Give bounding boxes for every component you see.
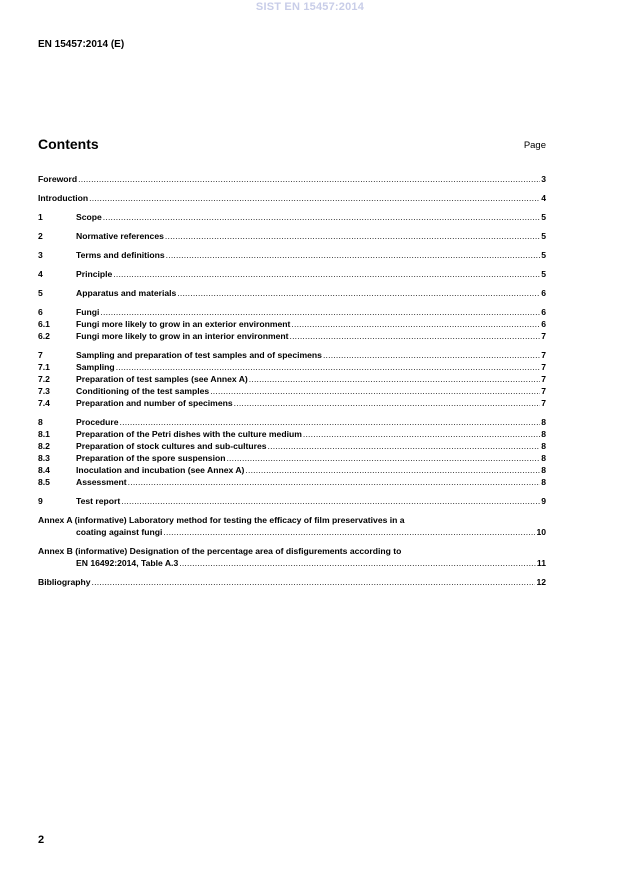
toc-number: 7.1 [38, 362, 50, 372]
toc-title: Preparation of test samples (see Annex A) [76, 374, 248, 384]
toc-page: 11 [536, 558, 546, 568]
toc-number: 6.2 [38, 331, 50, 341]
toc-number: 8.1 [38, 429, 50, 439]
toc-leader [116, 361, 541, 373]
toc-leader [100, 306, 540, 318]
toc-page: 9 [541, 496, 546, 506]
toc-entry-conditioning[interactable] [38, 385, 546, 397]
toc-entry-apparatus-and-materials[interactable] [38, 287, 546, 299]
toc-entry-fungi-exterior[interactable] [38, 318, 546, 330]
toc-leader [323, 349, 540, 361]
table-of-contents [38, 173, 546, 588]
toc-entry-sampling[interactable] [38, 361, 546, 373]
toc-leader [289, 330, 540, 342]
toc-title: Preparation and number of specimens [76, 398, 233, 408]
toc-title: Fungi more likely to grow in an exterior environment [76, 319, 291, 329]
toc-leader [92, 576, 536, 588]
toc-leader [113, 268, 540, 280]
toc-page: 8 [541, 441, 546, 451]
toc-title: Apparatus and materials [76, 288, 177, 298]
toc-title: Annex B (informative) Designation of the percentage area of disfigurements according to [38, 546, 402, 556]
toc-annex-continuation [38, 526, 546, 538]
toc-title: Procedure [76, 417, 119, 427]
toc-page: 7 [541, 331, 546, 341]
toc-leader [103, 211, 540, 223]
toc-leader [226, 452, 540, 464]
toc-page: 5 [541, 269, 546, 279]
toc-number: 7.2 [38, 374, 50, 384]
toc-entry-foreword[interactable] [38, 173, 546, 185]
toc-title: Fungi more likely to grow in an interior environment [76, 331, 289, 341]
toc-page: 7 [541, 350, 546, 360]
toc-entry-annex-a[interactable] [38, 514, 546, 538]
toc-page: 6 [541, 307, 546, 317]
toc-leader [249, 373, 540, 385]
toc-number: 8.2 [38, 441, 50, 451]
toc-title: Preparation of the spore suspension [76, 453, 226, 463]
toc-page: 8 [541, 465, 546, 475]
toc-number: 6 [38, 307, 43, 317]
contents-title: Contents [38, 136, 99, 152]
toc-entry-terms-and-definitions[interactable] [38, 249, 546, 261]
toc-number: 7 [38, 350, 43, 360]
toc-title: EN 16492:2014, Table A.3 [76, 558, 179, 568]
toc-leader [303, 428, 540, 440]
toc-title: Inoculation and incubation (see Annex A) [76, 465, 245, 475]
toc-entry-principle[interactable] [38, 268, 546, 280]
toc-title: coating against fungi [76, 527, 163, 537]
toc-number: 5 [38, 288, 43, 298]
toc-leader [121, 495, 540, 507]
toc-title: Test report [76, 496, 121, 506]
page-number: 2 [38, 834, 45, 846]
toc-leader [291, 318, 540, 330]
toc-page: 8 [541, 453, 546, 463]
toc-page: 7 [541, 374, 546, 384]
toc-entry-spore-suspension[interactable] [38, 452, 546, 464]
toc-page: 6 [541, 319, 546, 329]
toc-page: 4 [541, 193, 546, 203]
toc-title: Preparation of stock cultures and sub-cultures [76, 441, 267, 451]
toc-entry-procedure[interactable] [38, 416, 546, 428]
toc-leader [89, 192, 540, 204]
page-column-label: Page [523, 140, 546, 151]
toc-page: 8 [541, 417, 546, 427]
toc-entry-bibliography[interactable] [38, 576, 546, 588]
toc-page: 7 [541, 398, 546, 408]
toc-title: Scope [76, 212, 102, 222]
toc-page: 5 [541, 212, 546, 222]
toc-entry-petri-dishes[interactable] [38, 428, 546, 440]
toc-leader [234, 397, 541, 409]
toc-leader [268, 440, 541, 452]
toc-number: 2 [38, 231, 43, 241]
toc-number: 7.3 [38, 386, 50, 396]
toc-entry-stock-cultures[interactable] [38, 440, 546, 452]
toc-leader [177, 287, 540, 299]
toc-page: 7 [541, 386, 546, 396]
toc-number: 3 [38, 250, 43, 260]
toc-leader [78, 173, 540, 185]
toc-number: 1 [38, 212, 43, 222]
toc-entry-preparation-of-test-samples[interactable] [38, 373, 546, 385]
toc-entry-assessment[interactable] [38, 476, 546, 488]
toc-title: Annex A (informative) Laboratory method for testing the efficacy of film preservatives in a [38, 515, 405, 525]
toc-page: 8 [541, 477, 546, 487]
toc-title: Terms and definitions [76, 250, 165, 260]
toc-page: 3 [541, 174, 546, 184]
toc-leader [245, 464, 540, 476]
toc-leader [120, 416, 541, 428]
document-id: EN 15457:2014 (E) [38, 39, 125, 50]
toc-title: Fungi [76, 307, 100, 317]
toc-number: 8.3 [38, 453, 50, 463]
toc-entry-test-report[interactable] [38, 495, 546, 507]
toc-number: 8 [38, 417, 43, 427]
toc-title: Conditioning of the test samples [76, 386, 210, 396]
toc-title: Principle [76, 269, 113, 279]
toc-entry-fungi[interactable] [38, 306, 546, 318]
toc-page: 5 [541, 250, 546, 260]
toc-leader [179, 557, 536, 569]
toc-number: 9 [38, 496, 43, 506]
toc-entry-annex-b[interactable] [38, 545, 546, 569]
toc-title: Sampling and preparation of test samples and of specimens [76, 350, 322, 360]
toc-title: Foreword [38, 174, 78, 184]
toc-leader [128, 476, 541, 488]
toc-annex-continuation [38, 557, 546, 569]
toc-entry-fungi-interior[interactable] [38, 330, 546, 342]
toc-number: 8.4 [38, 465, 50, 475]
toc-number: 8.5 [38, 477, 50, 487]
toc-title: Normative references [76, 231, 164, 241]
toc-page: 8 [541, 429, 546, 439]
toc-annex-line [38, 545, 546, 557]
toc-title: Assessment [76, 477, 127, 487]
toc-number: 4 [38, 269, 43, 279]
toc-page: 12 [536, 577, 546, 587]
toc-page: 10 [536, 527, 546, 537]
toc-leader [163, 526, 535, 538]
toc-title: Preparation of the Petri dishes with the culture medium [76, 429, 302, 439]
toc-leader [210, 385, 540, 397]
toc-entry-introduction[interactable] [38, 192, 546, 204]
toc-annex-line [38, 514, 546, 526]
toc-entry-normative-references[interactable] [38, 230, 546, 242]
toc-title: Introduction [38, 193, 89, 203]
toc-entry-preparation-of-specimens[interactable] [38, 397, 546, 409]
toc-page: 5 [541, 231, 546, 241]
toc-number: 7.4 [38, 398, 50, 408]
toc-entry-sampling-and-preparation[interactable] [38, 349, 546, 361]
toc-leader [166, 249, 541, 261]
toc-title: Bibliography [38, 577, 91, 587]
toc-page: 6 [541, 288, 546, 298]
toc-leader [165, 230, 540, 242]
toc-entry-inoculation[interactable] [38, 464, 546, 476]
watermark: SIST EN 15457:2014 [255, 1, 365, 13]
toc-entry-scope[interactable] [38, 211, 546, 223]
toc-number: 6.1 [38, 319, 50, 329]
toc-title: Sampling [76, 362, 115, 372]
toc-page: 7 [541, 362, 546, 372]
